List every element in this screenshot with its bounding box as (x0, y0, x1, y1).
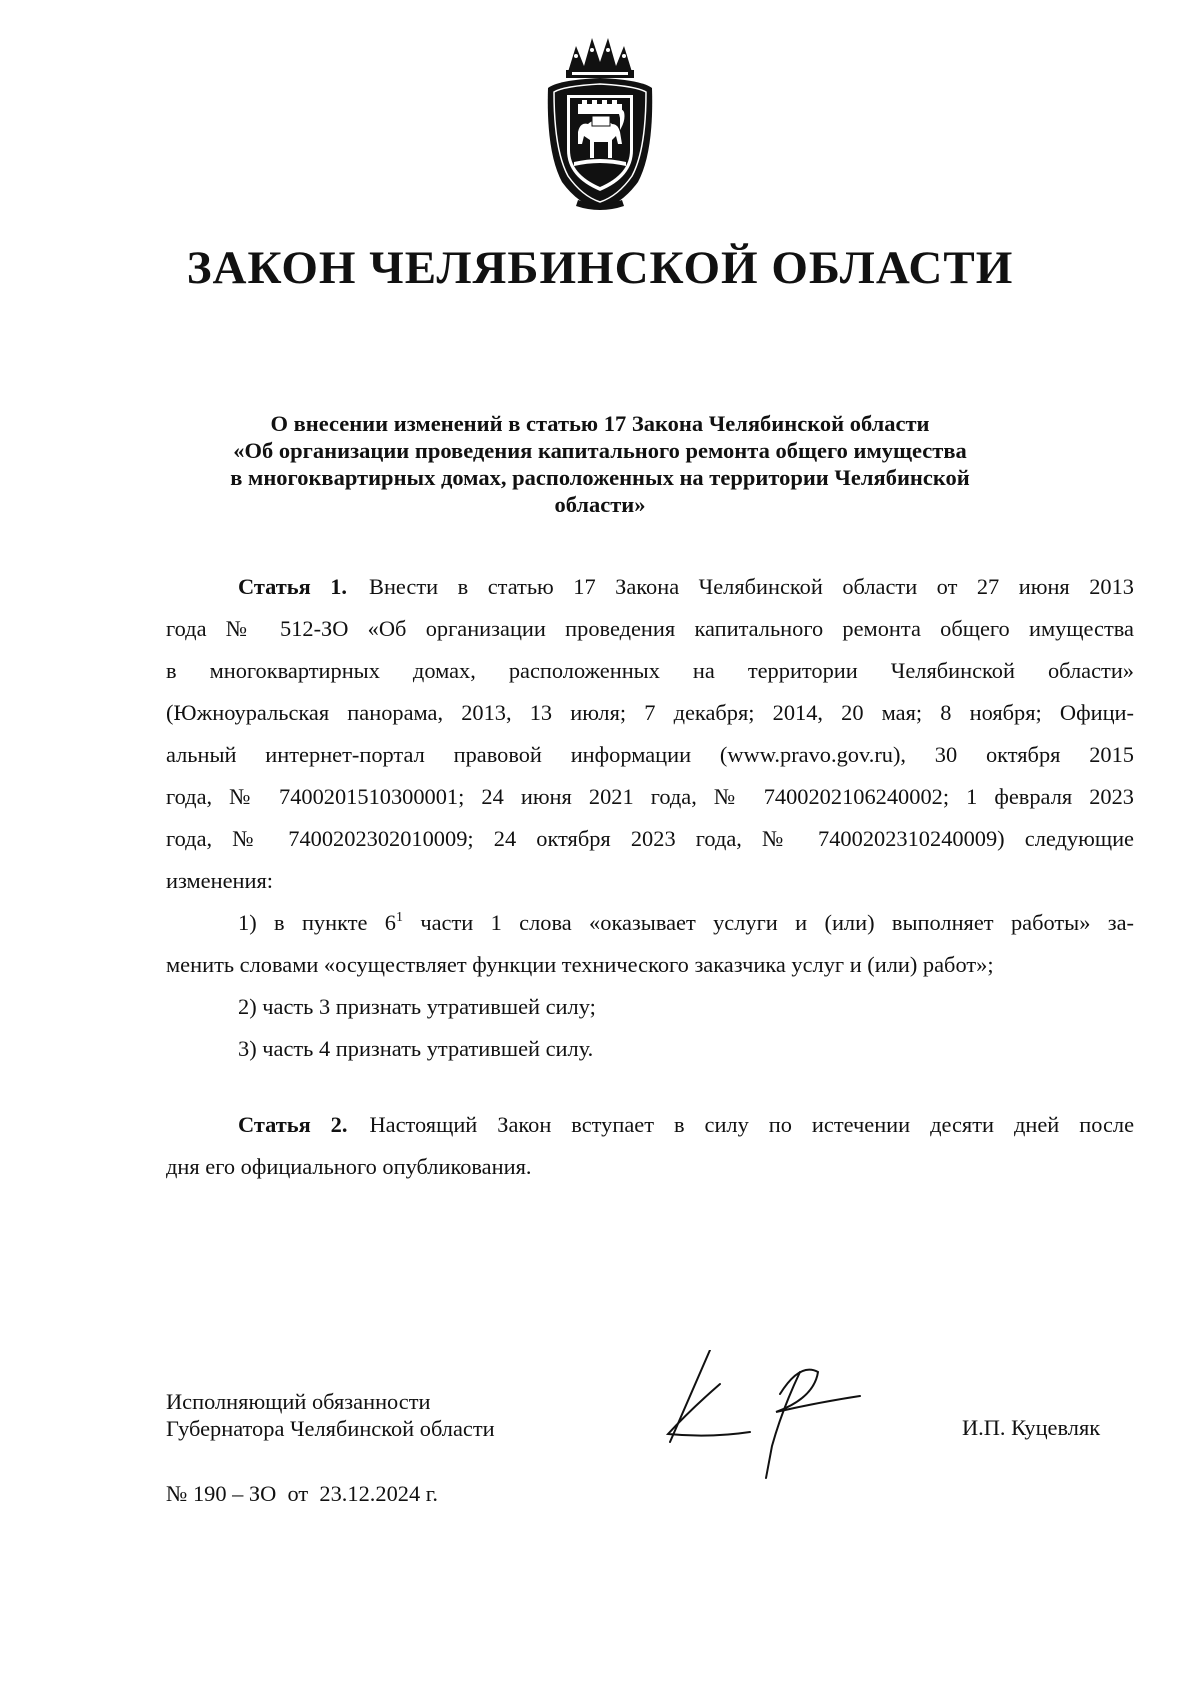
article-1-line: альный интернет-портал правовой информации (www.pravo.gov.ru), 30 октября 2015 (166, 742, 1134, 767)
article-1-line: изменения: (166, 868, 274, 893)
coat-of-arms-icon (538, 32, 662, 214)
article-2-line: Статья 2. Настоящий Закон вступает в силу по истечении десяти дней после (238, 1112, 1135, 1137)
article-2-heading: Статья 2. (238, 1112, 348, 1137)
amendment-item-1-continued: менить словами «осуществляет функции технического заказчика услуг и (или) работ»; (166, 952, 994, 977)
article-1-line: в многоквартирных домах, расположенных на территории Челябинской области» (166, 658, 1134, 683)
subject-line: «Об организации проведения капитального ремонта общего имущества (233, 438, 967, 463)
amendment-item-1: 1) в пункте $6^1$ части 1 слова «оказывает услуги и (или) выполняет работы» за- (238, 910, 1134, 935)
subject-line: области» (554, 492, 646, 517)
article-1-line: года, № 7400201510300001; 24 июня 2021 года, № 7400202106240002; 1 февраля 2023 (166, 784, 1134, 809)
article-2 (166, 1104, 1134, 1188)
amendment-item-3: 3) часть 4 признать утратившей силу. (238, 1036, 594, 1061)
article-1-line: года, № 7400202302010009; 24 октября 2023 года, № 7400202310240009) следующие (166, 826, 1134, 851)
signatory-position-line: Губернатора Челябинской области (166, 1416, 495, 1441)
law-subject (150, 410, 1050, 518)
signatory-name: И.П. Куцевляк (962, 1415, 1101, 1440)
article-1-line: года № 512-ЗО «Об организации проведения капитального ремонта общего имущества (166, 616, 1134, 641)
signatory-position-line: Исполняющий обязанности (166, 1389, 431, 1414)
subject-line: в многоквартирных домах, расположенных на территории Челябинской (230, 465, 970, 490)
law-title: ЗАКОН ЧЕЛЯБИНСКОЙ ОБЛАСТИ (186, 242, 1014, 294)
article-2-line: дня его официального опубликования. (166, 1154, 532, 1179)
article-1-line: Статья 1. Внести в статью 17 Закона Челябинской области от 27 июня 2013 (238, 574, 1134, 599)
article-1 (166, 566, 1134, 1070)
subject-line: О внесении изменений в статью 17 Закона Челябинской области (270, 411, 930, 436)
law-number-and-date: № 190 – ЗО от 23.12.2024 г. (166, 1481, 439, 1506)
amendment-item-2: 2) часть 3 признать утратившей силу; (238, 994, 596, 1019)
signatory-position (166, 1388, 495, 1442)
article-1-line: (Южноуральская панорама, 2013, 13 июля; 7 декабря; 2014, 20 мая; 8 ноября; Офици- (166, 700, 1134, 725)
article-1-heading: Статья 1. (238, 574, 348, 599)
handwritten-signature-icon (650, 1350, 890, 1480)
